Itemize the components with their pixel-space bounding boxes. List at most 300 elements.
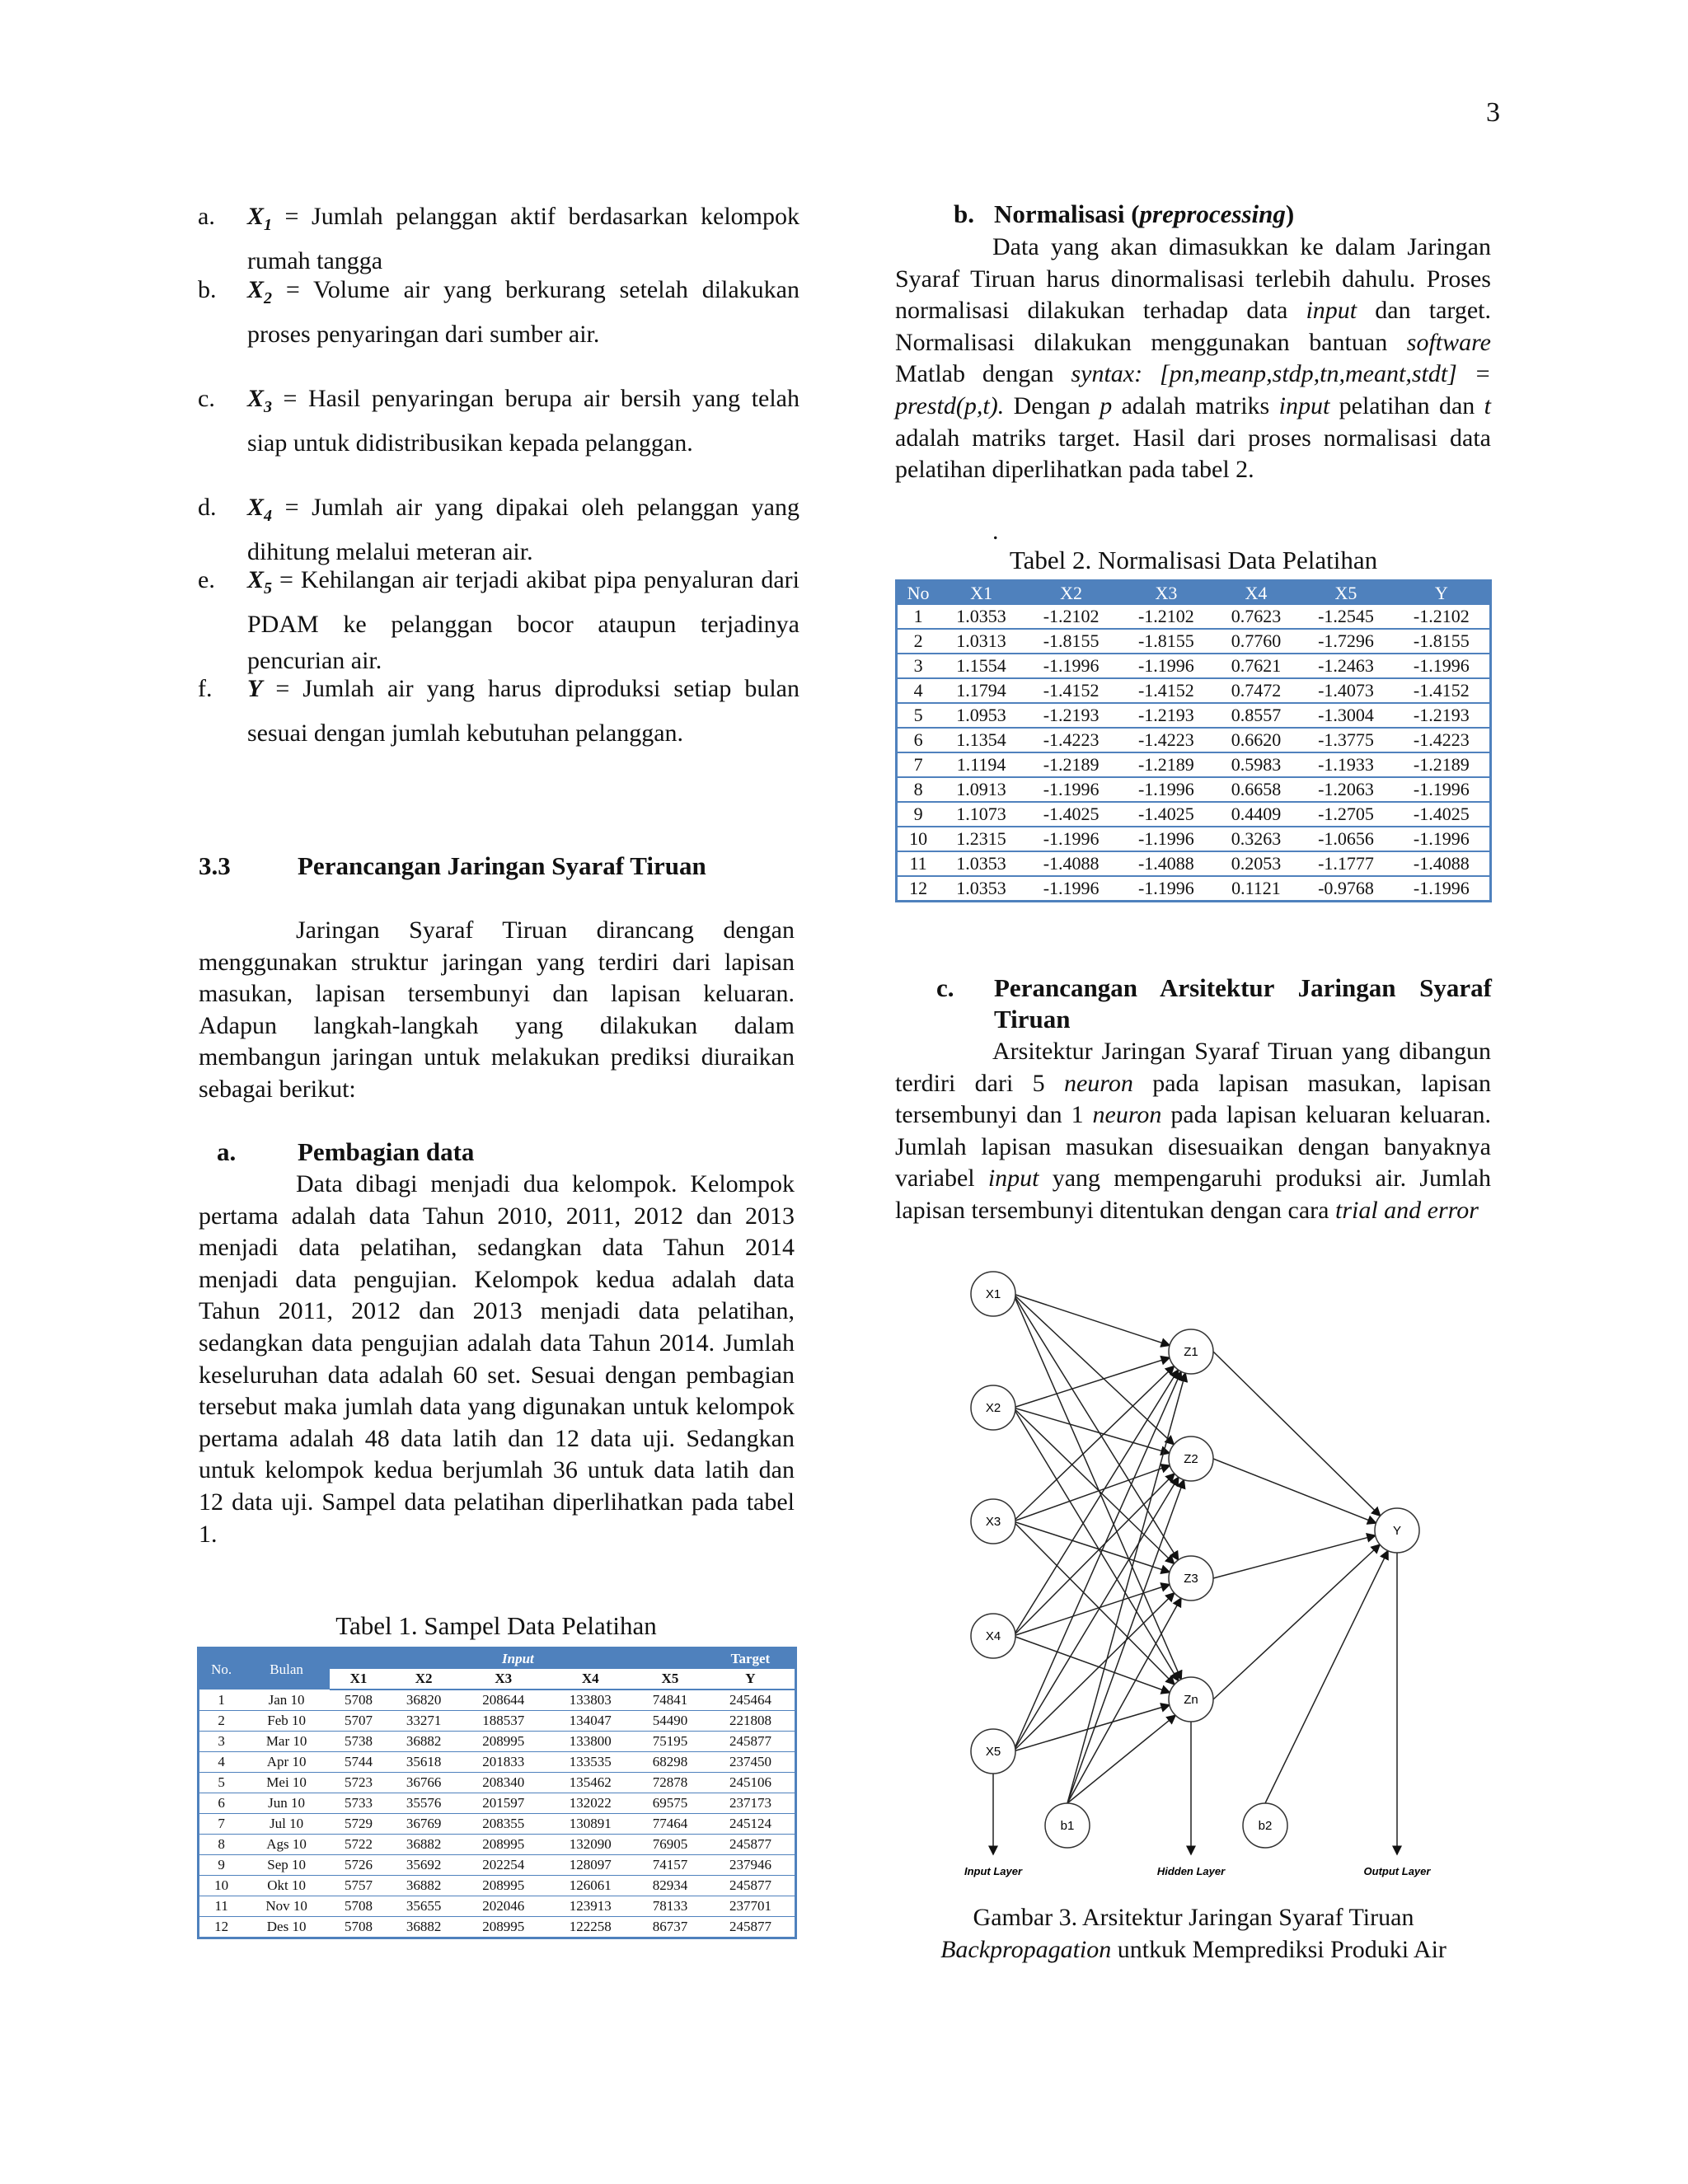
table-cell: 5738 <box>330 1732 387 1752</box>
table-cell: -1.4025 <box>1024 802 1118 827</box>
svg-text:b1: b1 <box>1060 1819 1075 1833</box>
table-cell: 7 <box>199 1814 244 1835</box>
table-row <box>897 752 1491 777</box>
table-cell: 237946 <box>706 1855 796 1876</box>
hidden-neuron <box>1169 1677 1213 1722</box>
variable-description: = Kehilangan air terjadi akibat pipa penyaluran dari PDAM ke pelanggan bocor ataupun terjadinya pencurian air. <box>247 566 799 674</box>
svg-text:X3: X3 <box>985 1515 1001 1529</box>
table-cell: -1.1996 <box>1118 827 1213 851</box>
table-cell: 5 <box>199 1773 244 1793</box>
table-cell: 36820 <box>387 1690 460 1711</box>
variable-symbol: $X_1$ <box>247 203 273 234</box>
connection-edge <box>1013 1294 1170 1345</box>
table-cell: 75195 <box>634 1732 706 1752</box>
table-cell: 69575 <box>634 1793 706 1814</box>
subsection-a-title: Pembagian data <box>298 1137 475 1166</box>
table-cell: -1.8155 <box>1394 629 1491 654</box>
table-cell: 2 <box>199 1711 244 1732</box>
table-cell: -1.3004 <box>1298 703 1393 728</box>
variable-item <box>198 199 799 279</box>
subsection-a-marker: a. <box>217 1137 237 1166</box>
table-cell: -1.2063 <box>1298 777 1393 802</box>
subsection-c-text: Arsitektur Jaringan Syaraf Tiruan yang dibangun terdiri dari 5 neuron pada lapisan masukan, lapisan tersembunyi dan 1 neuron pada lapisan keluaran keluaran. Jumlah lapisan masukan disesuaikan dengan banyaknya variabel input yang mempengaruhi produksi air. Jumlah lapisan tersembunyi ditentukan dengan cara trial and error <box>895 1038 1491 1224</box>
variable-symbol: $X_4$ <box>247 494 273 525</box>
table-cell: 208995 <box>460 1876 546 1896</box>
variable-item <box>198 272 799 353</box>
table-row <box>897 605 1491 629</box>
variable-item <box>198 562 799 679</box>
table-cell: 202254 <box>460 1855 546 1876</box>
table-cell: 208644 <box>460 1690 546 1711</box>
table1 <box>197 1647 797 1939</box>
connection-edge <box>1213 1544 1380 1699</box>
table-cell: -1.4025 <box>1118 802 1213 827</box>
table-cell: 36882 <box>387 1732 460 1752</box>
variable-marker: d. <box>198 494 217 521</box>
table1-header-target: Target <box>706 1648 796 1670</box>
input-neuron <box>971 1499 1015 1544</box>
table2-header: X5 <box>1298 581 1393 606</box>
table-cell: -1.2102 <box>1118 605 1213 629</box>
svg-text:Zn: Zn <box>1184 1693 1198 1707</box>
table2-header: X3 <box>1118 581 1213 606</box>
table-cell: -1.7296 <box>1298 629 1393 654</box>
table-cell: 74841 <box>634 1690 706 1711</box>
table-cell: 1.1194 <box>939 752 1024 777</box>
table-cell: -1.1996 <box>1394 777 1491 802</box>
table-cell: -1.8155 <box>1118 629 1213 654</box>
table1-subheader: X1 <box>330 1669 387 1690</box>
table-cell: -1.4223 <box>1024 728 1118 752</box>
connection-edge <box>1067 1480 1184 1803</box>
table-cell: 82934 <box>634 1876 706 1896</box>
table-cell: 12 <box>897 876 940 902</box>
variable-item <box>198 671 799 752</box>
table-cell: 133535 <box>547 1752 634 1773</box>
table-cell: -1.1933 <box>1298 752 1393 777</box>
variable-description: = Volume air yang berkurang setelah dilakukan proses penyaringan dari sumber air. <box>247 276 799 348</box>
table-cell: 11 <box>897 851 940 876</box>
table-row <box>897 703 1491 728</box>
table-cell: 77464 <box>634 1814 706 1835</box>
table-cell: Mar 10 <box>243 1732 330 1752</box>
table-cell: -0.9768 <box>1298 876 1393 902</box>
table-row <box>897 654 1491 678</box>
table-cell: 132022 <box>547 1793 634 1814</box>
input-neuron <box>971 1385 1015 1430</box>
table-cell: 9 <box>199 1855 244 1876</box>
table-cell: 126061 <box>547 1876 634 1896</box>
table2-caption: Tabel 2. Normalisasi Data Pelatihan <box>1009 546 1378 574</box>
table-cell: Des 10 <box>243 1917 330 1938</box>
table-cell: 35655 <box>387 1896 460 1917</box>
section-number: 3.3 <box>199 851 231 880</box>
table-cell: 35618 <box>387 1752 460 1773</box>
table-cell: 54490 <box>634 1711 706 1732</box>
table-cell: 5757 <box>330 1876 387 1896</box>
table-row <box>199 1876 796 1896</box>
table-cell: 1.0953 <box>939 703 1024 728</box>
section-title: Perancangan Jaringan Syaraf Tiruan <box>298 851 706 880</box>
table-cell: 1.0353 <box>939 851 1024 876</box>
table-cell: 245877 <box>706 1835 796 1855</box>
table-cell: 1.2315 <box>939 827 1024 851</box>
table-cell: -1.1996 <box>1394 876 1491 902</box>
table-cell: 1.1554 <box>939 654 1024 678</box>
table-row <box>199 1732 796 1752</box>
table-cell: -1.2102 <box>1394 605 1491 629</box>
table1-header-no: No. <box>199 1648 244 1690</box>
svg-text:X2: X2 <box>985 1401 1001 1415</box>
table-cell: 132090 <box>547 1835 634 1855</box>
table-cell: 5722 <box>330 1835 387 1855</box>
layer-label: Output Layer <box>1363 1865 1431 1877</box>
connection-edge <box>1013 1357 1170 1408</box>
table-cell: 11 <box>199 1896 244 1917</box>
variable-description: = Jumlah pelanggan aktif berdasarkan kelompok rumah tangga <box>247 203 799 274</box>
table-cell: 135462 <box>547 1773 634 1793</box>
table-row <box>897 802 1491 827</box>
table-row <box>897 728 1491 752</box>
table-cell: -1.3775 <box>1298 728 1393 752</box>
table2-header: X1 <box>939 581 1024 606</box>
table-cell: 5744 <box>330 1752 387 1773</box>
table-cell: 133803 <box>547 1690 634 1711</box>
table-cell: Jul 10 <box>243 1814 330 1835</box>
table-cell: 0.3263 <box>1214 827 1299 851</box>
table-cell: 1.0353 <box>939 605 1024 629</box>
table-cell: 68298 <box>634 1752 706 1773</box>
table-row <box>897 629 1491 654</box>
table-cell: 221808 <box>706 1711 796 1732</box>
table-cell: -1.4223 <box>1118 728 1213 752</box>
table-cell: -1.4152 <box>1394 678 1491 703</box>
subsection-c-marker: c. <box>936 973 954 1002</box>
figure-caption-line1: Gambar 3. Arsitektur Jaringan Syaraf Tiruan <box>973 1904 1414 1931</box>
table-cell: 8 <box>897 777 940 802</box>
network-architecture-diagram <box>907 1265 1484 1891</box>
variable-marker: c. <box>198 385 215 412</box>
connection-edge <box>1013 1294 1174 1445</box>
svg-text:Z1: Z1 <box>1184 1345 1198 1359</box>
svg-text:Y: Y <box>1392 1524 1402 1538</box>
hidden-neuron <box>1169 1329 1213 1374</box>
variable-marker: e. <box>198 566 215 593</box>
table-cell: -1.0656 <box>1298 827 1393 851</box>
table-cell: -1.4025 <box>1394 802 1491 827</box>
table-cell: -1.1996 <box>1024 827 1118 851</box>
table-cell: 0.7472 <box>1214 678 1299 703</box>
variable-symbol: $X_3$ <box>247 385 273 416</box>
table-cell: -1.2705 <box>1298 802 1393 827</box>
table-cell: 76905 <box>634 1835 706 1855</box>
table-cell: Apr 10 <box>243 1752 330 1773</box>
table-cell: -1.4088 <box>1024 851 1118 876</box>
table-cell: 36769 <box>387 1814 460 1835</box>
table-cell: 245464 <box>706 1690 796 1711</box>
table-cell: -1.4073 <box>1298 678 1393 703</box>
table1-subheader: X3 <box>460 1669 546 1690</box>
table2-header: No <box>897 581 940 606</box>
section-intro: Jaringan Syaraf Tiruan dirancang dengan menggunakan struktur jaringan yang terdiri dari lapisan masukan, lapisan tersembunyi dan lapisan keluaran. Adapun langkah-langkah yang dilakukan dalam membangun jaringan untuk melakukan prediksi diuraikan sebagai berikut: <box>199 916 795 1103</box>
table-cell: 5726 <box>330 1855 387 1876</box>
table-cell: 35692 <box>387 1855 460 1876</box>
table-cell: 0.7621 <box>1214 654 1299 678</box>
table-cell: Nov 10 <box>243 1896 330 1917</box>
bias-node <box>1243 1803 1287 1848</box>
table-cell: Ags 10 <box>243 1835 330 1855</box>
table-cell: -1.1996 <box>1394 827 1491 851</box>
table-cell: 208355 <box>460 1814 546 1835</box>
table-cell: -1.2189 <box>1394 752 1491 777</box>
table-cell: 123913 <box>547 1896 634 1917</box>
table-cell: -1.4152 <box>1024 678 1118 703</box>
table-cell: 208995 <box>460 1732 546 1752</box>
variable-description: = Jumlah air yang dipakai oleh pelanggan yang dihitung melalui meteran air. <box>247 494 799 565</box>
table-cell: 208340 <box>460 1773 546 1793</box>
table-cell: 5707 <box>330 1711 387 1732</box>
table-cell: 208995 <box>460 1835 546 1855</box>
input-neuron <box>971 1614 1015 1658</box>
table-cell: 1.1354 <box>939 728 1024 752</box>
svg-text:b2: b2 <box>1258 1819 1273 1833</box>
table-cell: 9 <box>897 802 940 827</box>
table-cell: Okt 10 <box>243 1876 330 1896</box>
table-row <box>199 1917 796 1938</box>
subsection-b-text: Data yang akan dimasukkan ke dalam Jaringan Syaraf Tiruan harus dinormalisasi terlebih dahulu. Proses normalisasi dilakukan terhadap data input dan target. Normalisasi dilakukan menggunakan bantuan software Matlab dengan syntax: [pn,meanp,stdp,tn,meant,stdt] = prestd(p,t). Dengan p adalah matriks input pelatihan dan t adalah matriks target. Hasil dari proses normalisasi data pelatihan diperlihatkan pada tabel 2. <box>895 233 1491 484</box>
table-cell: 10 <box>199 1876 244 1896</box>
table-cell: 5708 <box>330 1917 387 1938</box>
table-cell: Sep 10 <box>243 1855 330 1876</box>
variable-description: = Hasil penyaringan berupa air bersih yang telah siap untuk didistribusikan kepada pelanggan. <box>247 385 799 457</box>
table-row <box>897 876 1491 902</box>
connection-edge <box>1013 1636 1170 1693</box>
page-number: 3 <box>1486 97 1500 128</box>
subsection-b-marker: b. <box>954 199 974 228</box>
table-cell: 130891 <box>547 1814 634 1835</box>
table2 <box>895 579 1492 902</box>
table-cell: 3 <box>199 1732 244 1752</box>
table-cell: -1.2545 <box>1298 605 1393 629</box>
connection-edge <box>1013 1294 1181 1680</box>
table-cell: -1.2193 <box>1118 703 1213 728</box>
connection-edge <box>1067 1598 1181 1803</box>
table2-header: X4 <box>1214 581 1299 606</box>
table-row <box>199 1855 796 1876</box>
table1-subheader: X5 <box>634 1669 706 1690</box>
table-cell: 36882 <box>387 1835 460 1855</box>
svg-text:X4: X4 <box>985 1629 1001 1643</box>
table-cell: 0.6620 <box>1214 728 1299 752</box>
input-neuron <box>971 1272 1015 1316</box>
connection-edge <box>1013 1370 1178 1636</box>
table-cell: 36882 <box>387 1917 460 1938</box>
table-cell: 8 <box>199 1835 244 1855</box>
table-cell: -1.1996 <box>1118 777 1213 802</box>
table-cell: 208995 <box>460 1917 546 1938</box>
table-cell: 4 <box>897 678 940 703</box>
variable-description: = Jumlah air yang harus diproduksi setiap bulan sesuai dengan jumlah kebutuhan pelanggan. <box>247 675 799 747</box>
table-row <box>897 827 1491 851</box>
table2-header: Y <box>1394 581 1491 606</box>
table-cell: 134047 <box>547 1711 634 1732</box>
connection-edge <box>1265 1551 1388 1803</box>
svg-text:Z3: Z3 <box>1184 1572 1198 1586</box>
variable-symbol: Y <box>247 675 263 702</box>
output-neuron <box>1375 1508 1419 1553</box>
table-cell: 5733 <box>330 1793 387 1814</box>
table-row <box>199 1711 796 1732</box>
hidden-neuron <box>1169 1436 1213 1481</box>
table-cell: Jun 10 <box>243 1793 330 1814</box>
table-row <box>199 1793 796 1814</box>
table-row <box>199 1814 796 1835</box>
table-row <box>199 1773 796 1793</box>
table-cell: 0.6658 <box>1214 777 1299 802</box>
table-cell: 0.1121 <box>1214 876 1299 902</box>
table-cell: 3 <box>897 654 940 678</box>
table-cell: 245124 <box>706 1814 796 1835</box>
table-cell: 5708 <box>330 1896 387 1917</box>
variable-symbol: $X_5$ <box>247 566 273 598</box>
variable-marker: b. <box>198 276 217 303</box>
table-cell: 6 <box>897 728 940 752</box>
table-cell: -1.1996 <box>1024 654 1118 678</box>
table-cell: 10 <box>897 827 940 851</box>
table-cell: -1.1777 <box>1298 851 1393 876</box>
stray-dot: . <box>992 518 999 545</box>
table-row <box>199 1835 796 1855</box>
variable-marker: a. <box>198 203 215 230</box>
variable-item <box>198 381 799 462</box>
variable-symbol: $X_2$ <box>247 276 273 307</box>
table-cell: 33271 <box>387 1711 460 1732</box>
table-row <box>897 777 1491 802</box>
table-row <box>199 1752 796 1773</box>
table-cell: 86737 <box>634 1917 706 1938</box>
table-cell: 245106 <box>706 1773 796 1793</box>
table-cell: 6 <box>199 1793 244 1814</box>
table-cell: 0.5983 <box>1214 752 1299 777</box>
svg-text:Z2: Z2 <box>1184 1452 1198 1466</box>
table1-header-bulan: Bulan <box>243 1648 330 1690</box>
table-cell: 36766 <box>387 1773 460 1793</box>
svg-text:X1: X1 <box>985 1287 1001 1301</box>
table-cell: Mei 10 <box>243 1773 330 1793</box>
connection-edge <box>1213 1459 1376 1523</box>
table1-header-input: Input <box>330 1648 706 1670</box>
table-cell: 5723 <box>330 1773 387 1793</box>
table-cell: 74157 <box>634 1855 706 1876</box>
table-cell: 245877 <box>706 1876 796 1896</box>
table-row <box>897 678 1491 703</box>
table-cell: 1.0313 <box>939 629 1024 654</box>
table-cell: -1.1996 <box>1024 777 1118 802</box>
table-cell: 1.1794 <box>939 678 1024 703</box>
table-cell: 72878 <box>634 1773 706 1793</box>
table-cell: -1.1996 <box>1118 654 1213 678</box>
table-cell: Feb 10 <box>243 1711 330 1732</box>
table-cell: 1.0913 <box>939 777 1024 802</box>
table-cell: 237450 <box>706 1752 796 1773</box>
table-cell: -1.2193 <box>1024 703 1118 728</box>
table1-subheader: Y <box>706 1669 796 1690</box>
table-cell: -1.2189 <box>1118 752 1213 777</box>
table-cell: 1.1073 <box>939 802 1024 827</box>
svg-text:X5: X5 <box>985 1745 1001 1759</box>
table-cell: 35576 <box>387 1793 460 1814</box>
table-cell: -1.2189 <box>1024 752 1118 777</box>
table-cell: 2 <box>897 629 940 654</box>
table1-subheader: X2 <box>387 1669 460 1690</box>
table-cell: 12 <box>199 1917 244 1938</box>
table-row <box>897 851 1491 876</box>
table-cell: 78133 <box>634 1896 706 1917</box>
table-cell: 237173 <box>706 1793 796 1814</box>
subsection-c-title-line1: Perancangan Arsitektur Jaringan Syaraf <box>994 973 1492 1002</box>
table-cell: -1.4223 <box>1394 728 1491 752</box>
table-cell: 5 <box>897 703 940 728</box>
table-cell: 1.0353 <box>939 876 1024 902</box>
figure-caption-line2: Backpropagation untkuk Memprediksi Produki Air <box>940 1936 1447 1963</box>
table1-subheader: X4 <box>547 1669 634 1690</box>
table-cell: -1.4088 <box>1118 851 1213 876</box>
table-cell: 245877 <box>706 1917 796 1938</box>
bias-node <box>1045 1803 1090 1848</box>
table-cell: 1 <box>199 1690 244 1711</box>
table-cell: 237701 <box>706 1896 796 1917</box>
table-cell: 128097 <box>547 1855 634 1876</box>
table-cell: 5729 <box>330 1814 387 1835</box>
subsection-a-text: Data dibagi menjadi dua kelompok. Kelompok pertama adalah data Tahun 2010, 2011, 2012 dan 2013 menjadi data pelatihan, sedangkan data Tahun 2014 menjadi data pengujian. Kelompok kedua adalah data Tahun 2011, 2012 dan 2013 menjadi data pelatihan, sedangkan data pengujian adalah data Tahun 2014. Jumlah keseluruhan data adalah 60 set. Sesuai dengan pembagian tersebut maka jumlah data yang digunakan untuk kelompok pertama adalah 48 data latih dan 12 data uji. Sedangkan untuk kelompok kedua berjumlah 36 untuk data latih dan 12 data uji. Sampel data pelatihan diperlihatkan pada tabel 1. <box>199 1170 795 1548</box>
layer-label: Input Layer <box>964 1865 1023 1877</box>
table-cell: 122258 <box>547 1917 634 1938</box>
table-row <box>199 1690 796 1711</box>
table-cell: 245877 <box>706 1732 796 1752</box>
subsection-b-title: Normalisasi (preprocessing) <box>994 199 1295 228</box>
table-cell: -1.1996 <box>1394 654 1491 678</box>
table-cell: 0.8557 <box>1214 703 1299 728</box>
table-cell: Jan 10 <box>243 1690 330 1711</box>
connection-edge <box>1013 1521 1175 1685</box>
table-cell: -1.4152 <box>1118 678 1213 703</box>
table-cell: 1 <box>897 605 940 629</box>
connection-edge <box>1013 1521 1170 1572</box>
table-cell: 7 <box>897 752 940 777</box>
table-cell: 4 <box>199 1752 244 1773</box>
table-cell: 0.7760 <box>1214 629 1299 654</box>
table-cell: 0.7623 <box>1214 605 1299 629</box>
table-cell: -1.2193 <box>1394 703 1491 728</box>
table-cell: 0.2053 <box>1214 851 1299 876</box>
table-cell: -1.8155 <box>1024 629 1118 654</box>
table-cell: -1.4088 <box>1394 851 1491 876</box>
table-cell: 5708 <box>330 1690 387 1711</box>
table-cell: 133800 <box>547 1732 634 1752</box>
input-neuron <box>971 1729 1015 1774</box>
table-row <box>199 1896 796 1917</box>
table-cell: 188537 <box>460 1711 546 1732</box>
subsection-c-title-line2: Tiruan <box>994 1005 1071 1033</box>
table-cell: -1.1996 <box>1118 876 1213 902</box>
layer-label: Hidden Layer <box>1156 1865 1226 1877</box>
table-cell: 36882 <box>387 1876 460 1896</box>
variable-marker: f. <box>198 675 213 702</box>
table-cell: -1.2463 <box>1298 654 1393 678</box>
table-cell: 201597 <box>460 1793 546 1814</box>
table-cell: 202046 <box>460 1896 546 1917</box>
variable-item <box>198 490 799 570</box>
